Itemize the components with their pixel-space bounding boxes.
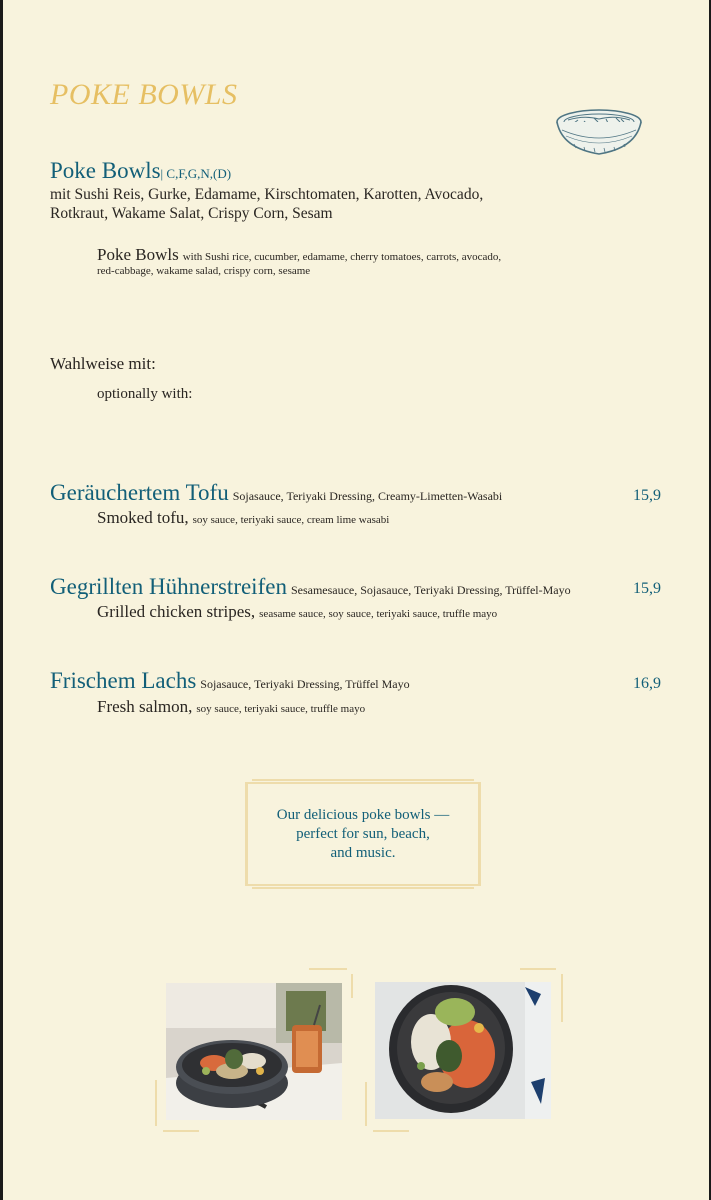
photo-frame-corner xyxy=(155,1080,157,1126)
item-price: 15,9 xyxy=(633,580,661,597)
promo-line-1: Our delicious poke bowls — xyxy=(276,806,450,823)
intro-name-en: Poke Bowls xyxy=(97,245,179,264)
item-description-de: Sojasauce, Teriyaki Dressing, Creamy-Limetten-Wasabi xyxy=(232,489,503,503)
promo-text xyxy=(277,806,449,863)
item-description-de: Sesamesauce, Sojasauce, Teriyaki Dressing, Trüffel-Mayo xyxy=(290,583,571,597)
menu-item-tofu xyxy=(50,480,502,506)
menu-item-tofu-en xyxy=(97,508,389,528)
section-title: POKE BOWLS xyxy=(50,78,238,111)
menu-item-salmon xyxy=(50,668,410,694)
promo-line-2: perfect for sun, beach, xyxy=(296,825,430,842)
item-price: 15,9 xyxy=(633,487,661,504)
photo-frame-corner xyxy=(373,1130,409,1132)
photo-frame-corner xyxy=(309,968,347,970)
bowl-illustration-icon xyxy=(554,106,644,158)
item-name-de: Frischem Lachs xyxy=(50,668,197,693)
menu-item-salmon-en xyxy=(97,697,365,717)
item-description-de: Sojasauce, Teriyaki Dressing, Trüffel Mayo xyxy=(200,677,410,691)
photo-frame-corner xyxy=(163,1130,199,1132)
intro-description-en-line2: red-cabbage, wakame salad, crispy corn, sesame xyxy=(97,265,311,277)
poke-bowl-photo-1 xyxy=(166,983,342,1120)
menu-item-chicken xyxy=(50,574,571,600)
intro-description-en-line1: with Sushi rice, cucumber, edamame, cherry tomatoes, carrots, avocado, xyxy=(182,251,502,263)
item-name-en: Smoked tofu, xyxy=(97,508,189,527)
item-name-de: Geräuchertem Tofu xyxy=(50,480,229,505)
photo-frame-corner xyxy=(351,974,353,998)
photo-frame-corner xyxy=(365,1082,367,1126)
photo-frame-corner xyxy=(520,968,556,970)
allergen-codes: | C,F,G,N,(D) xyxy=(160,166,232,181)
options-label-en: optionally with: xyxy=(97,386,193,402)
poke-bowl-photo-2 xyxy=(375,982,551,1119)
photo-frame-corner xyxy=(561,974,563,1022)
item-price: 16,9 xyxy=(633,675,661,692)
menu-page xyxy=(3,0,709,1200)
item-name-en: Fresh salmon, xyxy=(97,697,193,716)
promo-line-3: and music. xyxy=(330,844,396,861)
menu-item-chicken-en xyxy=(97,602,497,622)
item-name-de: Gegrillten Hühnerstreifen xyxy=(50,574,287,599)
options-label-de: Wahlweise mit: xyxy=(50,354,156,373)
intro-description-de: mit Sushi Reis, Gurke, Edamame, Kirschtomaten, Karotten, Avocado, Rotkraut, Wakame Salat, Crispy Corn, Sesam xyxy=(50,186,484,222)
intro-english xyxy=(97,245,501,265)
intro-heading xyxy=(50,158,231,184)
item-description-en: seasame sauce, soy sauce, teriyaki sauce, truffle mayo xyxy=(259,608,498,620)
item-name-en: Grilled chicken stripes, xyxy=(97,602,256,621)
item-description-en: soy sauce, teriyaki sauce, truffle mayo xyxy=(196,703,366,715)
intro-name: Poke Bowls xyxy=(50,158,161,183)
item-description-en: soy sauce, teriyaki sauce, cream lime wasabi xyxy=(192,514,390,526)
promo-banner xyxy=(245,782,481,886)
